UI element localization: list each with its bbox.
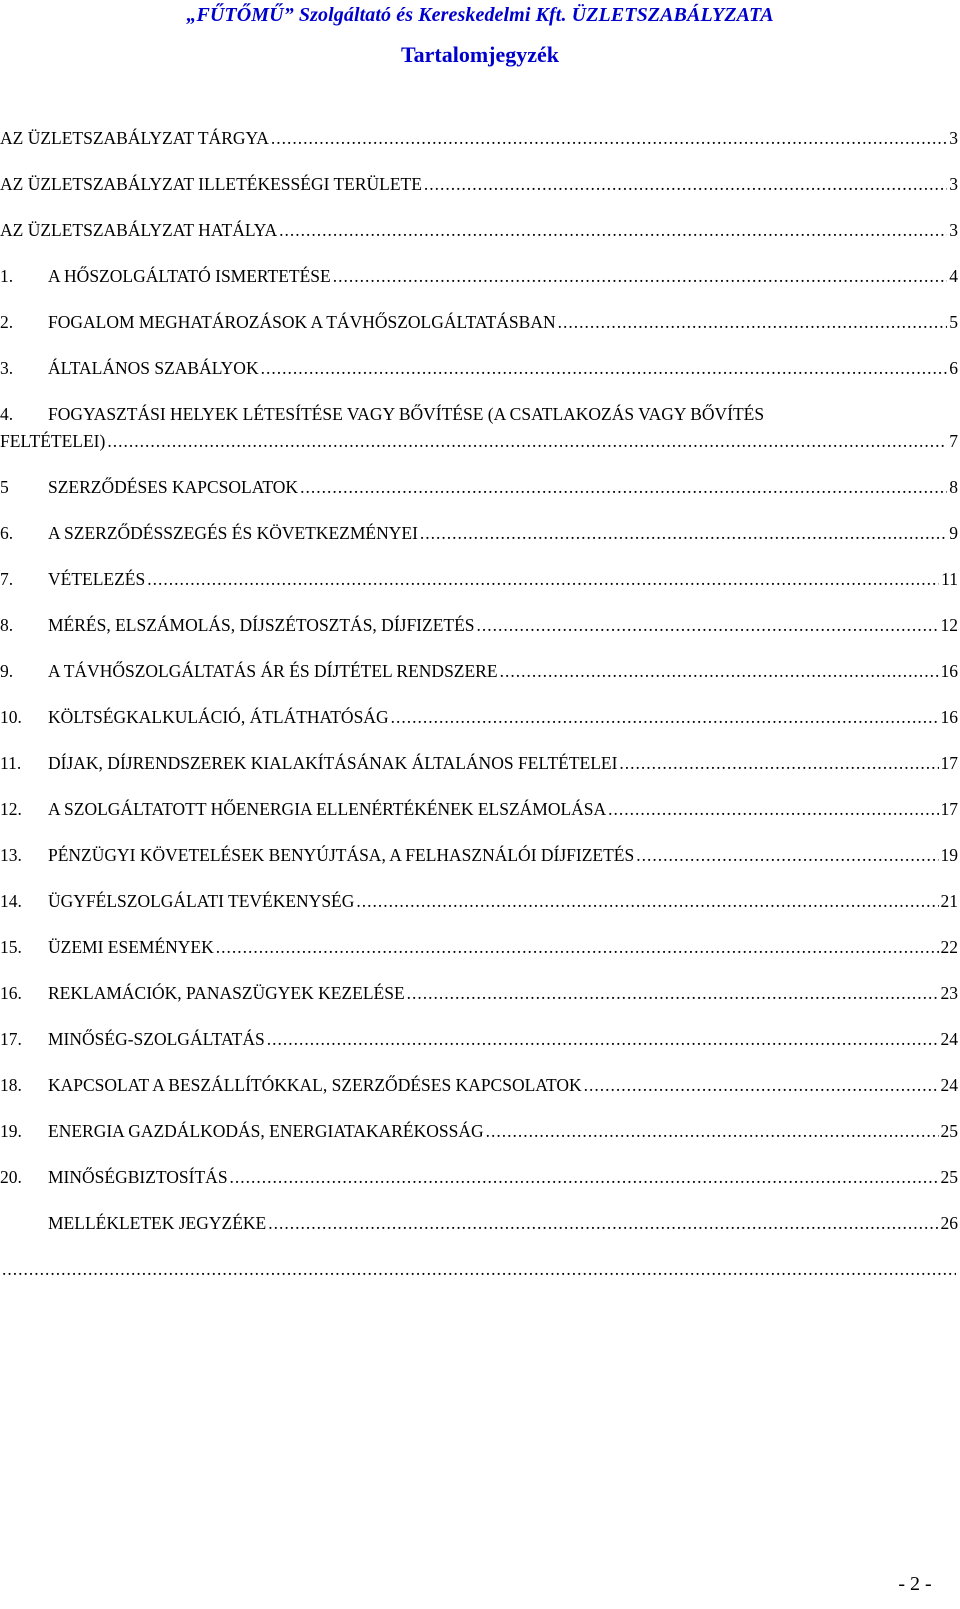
toc-entry-page: 21 bbox=[940, 891, 958, 911]
toc-entry[interactable] bbox=[0, 569, 960, 615]
toc-entry-number: 6. bbox=[0, 523, 14, 543]
toc-leader-dots bbox=[619, 753, 938, 774]
toc-entry-label: ÜGYFÉLSZOLGÁLATI TEVÉKENYSÉG bbox=[48, 891, 355, 911]
toc-entry-page: 16 bbox=[940, 661, 958, 681]
toc-entry-label: MÉRÉS, ELSZÁMOLÁS, DÍJSZÉTOSZTÁS, DÍJFIZETÉS bbox=[48, 615, 475, 635]
toc-entry[interactable] bbox=[0, 312, 960, 358]
toc-entry-page: 17 bbox=[940, 753, 958, 773]
toc-entry-page: 11 bbox=[941, 569, 958, 589]
toc-entry-page: 24 bbox=[940, 1075, 958, 1095]
toc-entry-number: 2. bbox=[0, 312, 14, 332]
toc-entry-label: AZ ÜZLETSZABÁLYZAT ILLETÉKESSÉGI TERÜLETE bbox=[0, 174, 422, 194]
toc-entry-number: 20. bbox=[0, 1167, 22, 1187]
page-number: - 2 - bbox=[898, 1573, 932, 1595]
toc-entry-number: 9. bbox=[0, 661, 14, 681]
toc-entry[interactable] bbox=[0, 477, 960, 523]
toc-entry[interactable] bbox=[0, 753, 960, 799]
toc-entry-label: KÖLTSÉGKALKULÁCIÓ, ÁTLÁTHATÓSÁG bbox=[48, 707, 389, 727]
toc-entry-page: 25 bbox=[940, 1121, 958, 1141]
toc-entry-page: 4 bbox=[949, 266, 958, 286]
toc-leader-dots bbox=[271, 128, 947, 149]
toc-leader-dots bbox=[356, 891, 938, 912]
toc-leader-dots bbox=[584, 1075, 939, 1096]
toc-entry-label: MINŐSÉGBIZTOSÍTÁS bbox=[48, 1167, 228, 1187]
toc-entry[interactable] bbox=[0, 128, 960, 174]
toc-leader-dots bbox=[391, 707, 939, 728]
toc-entry-page: 3 bbox=[949, 174, 958, 194]
toc-entry-page: 17 bbox=[940, 799, 958, 819]
toc-entry-page: 23 bbox=[940, 983, 958, 1003]
toc-entry-number: 16. bbox=[0, 983, 22, 1003]
document-header: „FŰTŐMŰ” Szolgáltató és Kereskedelmi Kft. ÜZLETSZABÁLYZATA bbox=[186, 4, 774, 26]
toc-entry-label: A TÁVHŐSZOLGÁLTATÁS ÁR ÉS DÍJTÉTEL RENDSZERE bbox=[48, 661, 498, 681]
toc-leader-dots bbox=[407, 983, 939, 1004]
toc-entry-number: 17. bbox=[0, 1029, 22, 1049]
toc-leader-dots bbox=[558, 312, 948, 333]
toc-entry[interactable] bbox=[0, 1121, 960, 1167]
toc-entry-number: 4. bbox=[0, 404, 14, 424]
toc-entry-label: VÉTELEZÉS bbox=[48, 569, 146, 589]
toc-entry-page: 3 bbox=[949, 128, 958, 148]
toc-leader-dots bbox=[216, 937, 939, 958]
toc-entry-page: 3 bbox=[949, 220, 958, 240]
toc-entry[interactable] bbox=[0, 983, 960, 1029]
toc-entry-label: A SZOLGÁLTATOTT HŐENERGIA ELLENÉRTÉKÉNEK ELSZÁMOLÁSA bbox=[48, 799, 607, 819]
toc-entry[interactable] bbox=[0, 1029, 960, 1075]
toc-entry-page: 16 bbox=[940, 707, 958, 727]
toc-entry-number: 10. bbox=[0, 707, 22, 727]
toc-entry[interactable] bbox=[0, 937, 960, 983]
toc-leader-dots bbox=[107, 431, 947, 452]
toc-entry-page: 5 bbox=[949, 312, 958, 332]
toc-entry[interactable] bbox=[0, 799, 960, 845]
toc-entry[interactable] bbox=[0, 845, 960, 891]
toc-entry-page: 24 bbox=[940, 1029, 958, 1049]
toc-leader-dots bbox=[267, 1029, 939, 1050]
toc-entry-label: FOGYASZTÁSI HELYEK LÉTESÍTÉSE VAGY BŐVÍTÉSE (A CSATLAKOZÁS VAGY BŐVÍTÉS bbox=[48, 404, 765, 424]
toc-entry-page: 25 bbox=[940, 1167, 958, 1187]
toc-entry-label: DÍJAK, DÍJRENDSZEREK KIALAKÍTÁSÁNAK ÁLTALÁNOS FELTÉTELEI bbox=[48, 753, 618, 773]
toc-entry-page: 8 bbox=[949, 477, 958, 497]
toc-entry-label: ÜZEMI ESEMÉNYEK bbox=[48, 937, 214, 957]
toc-entry-page: 7 bbox=[949, 431, 958, 451]
toc-entry-label: PÉNZÜGYI KÖVETELÉSEK BENYÚJTÁSA, A FELHASZNÁLÓI DÍJFIZETÉS bbox=[48, 845, 635, 865]
toc-leader-dots bbox=[268, 1213, 938, 1234]
toc-leader-dots bbox=[608, 799, 938, 820]
page-number-footer bbox=[0, 1573, 945, 1596]
toc-entry-number: 8. bbox=[0, 615, 14, 635]
toc-entry-number: 13. bbox=[0, 845, 22, 865]
toc-leader-dots bbox=[261, 358, 948, 379]
toc-entry-continuation[interactable] bbox=[0, 431, 960, 477]
toc-leader-dots bbox=[230, 1167, 939, 1188]
toc-leader-dots bbox=[636, 845, 938, 866]
toc-entry-label: ENERGIA GAZDÁLKODÁS, ENERGIATAKARÉKOSSÁG bbox=[48, 1121, 484, 1141]
toc-entry-label: A HŐSZOLGÁLTATÓ ISMERTETÉSE bbox=[48, 266, 331, 286]
toc-entry-number: 14. bbox=[0, 891, 22, 911]
toc-entry-page: 12 bbox=[940, 615, 958, 635]
toc-entry-page: 26 bbox=[940, 1213, 958, 1233]
toc-leader-dots bbox=[424, 174, 947, 195]
toc-entry[interactable] bbox=[0, 707, 960, 753]
page-title: Tartalomjegyzék bbox=[400, 42, 560, 67]
toc-entry-number: 15. bbox=[0, 937, 22, 957]
toc-entry-label: AZ ÜZLETSZABÁLYZAT TÁRGYA bbox=[0, 128, 269, 148]
toc-entry[interactable] bbox=[0, 1075, 960, 1121]
toc-leader-dots bbox=[477, 615, 939, 636]
toc-entry-number: 19. bbox=[0, 1121, 22, 1141]
toc-entry-label: KAPCSOLAT A BESZÁLLÍTÓKKAL, SZERZŐDÉSES KAPCSOLATOK bbox=[48, 1075, 582, 1095]
toc-leader-dots bbox=[2, 1259, 956, 1280]
toc-leader-dots bbox=[486, 1121, 939, 1142]
toc-entry-label: MELLÉKLETEK JEGYZÉKE bbox=[48, 1213, 267, 1233]
toc-entry-label-continued: FELTÉTELEI) bbox=[0, 431, 106, 451]
toc-entry[interactable] bbox=[0, 523, 960, 569]
toc-entry[interactable] bbox=[0, 266, 960, 312]
toc-entry[interactable] bbox=[0, 1259, 960, 1305]
toc-entry[interactable] bbox=[0, 174, 960, 220]
toc-entry-label: FOGALOM MEGHATÁROZÁSOK A TÁVHŐSZOLGÁLTATÁSBAN bbox=[48, 312, 556, 332]
table-of-contents bbox=[0, 128, 960, 1305]
toc-entry[interactable] bbox=[0, 358, 960, 404]
toc-entry-page: 6 bbox=[949, 358, 958, 378]
toc-entry-number: 7. bbox=[0, 569, 14, 589]
toc-entry-label: AZ ÜZLETSZABÁLYZAT HATÁLYA bbox=[0, 220, 278, 240]
toc-entry-label: A SZERZŐDÉSSZEGÉS ÉS KÖVETKEZMÉNYEI bbox=[48, 523, 418, 543]
toc-entry-label: ÁLTALÁNOS SZABÁLYOK bbox=[48, 358, 259, 378]
toc-leader-dots bbox=[500, 661, 939, 682]
toc-entry-page: 19 bbox=[940, 845, 958, 865]
toc-leader-dots bbox=[279, 220, 947, 241]
toc-entry-number: 12. bbox=[0, 799, 22, 819]
toc-entry[interactable] bbox=[0, 615, 960, 661]
toc-entry-number: 11. bbox=[0, 753, 22, 773]
toc-leader-dots bbox=[333, 266, 948, 287]
toc-entry-number: 1. bbox=[0, 266, 14, 286]
toc-entry[interactable] bbox=[0, 1167, 960, 1213]
toc-entry-page: 9 bbox=[949, 523, 958, 543]
toc-entry-page: 22 bbox=[940, 937, 958, 957]
toc-entry-label: REKLAMÁCIÓK, PANASZÜGYEK KEZELÉSE bbox=[48, 983, 405, 1003]
toc-entry[interactable] bbox=[0, 891, 960, 937]
toc-entry[interactable] bbox=[0, 1213, 960, 1259]
toc-entry-label: SZERZŐDÉSES KAPCSOLATOK bbox=[48, 477, 299, 497]
toc-entry-number: 18. bbox=[0, 1075, 22, 1095]
toc-entry-number: 3. bbox=[0, 358, 14, 378]
toc-leader-dots bbox=[420, 523, 947, 544]
toc-entry-number: 5 bbox=[0, 477, 9, 497]
toc-entry[interactable] bbox=[0, 661, 960, 707]
toc-entry[interactable] bbox=[0, 404, 960, 431]
toc-leader-dots bbox=[147, 569, 939, 590]
toc-entry-label: MINŐSÉG-SZOLGÁLTATÁS bbox=[48, 1029, 265, 1049]
toc-entry[interactable] bbox=[0, 220, 960, 266]
toc-leader-dots bbox=[300, 477, 947, 498]
